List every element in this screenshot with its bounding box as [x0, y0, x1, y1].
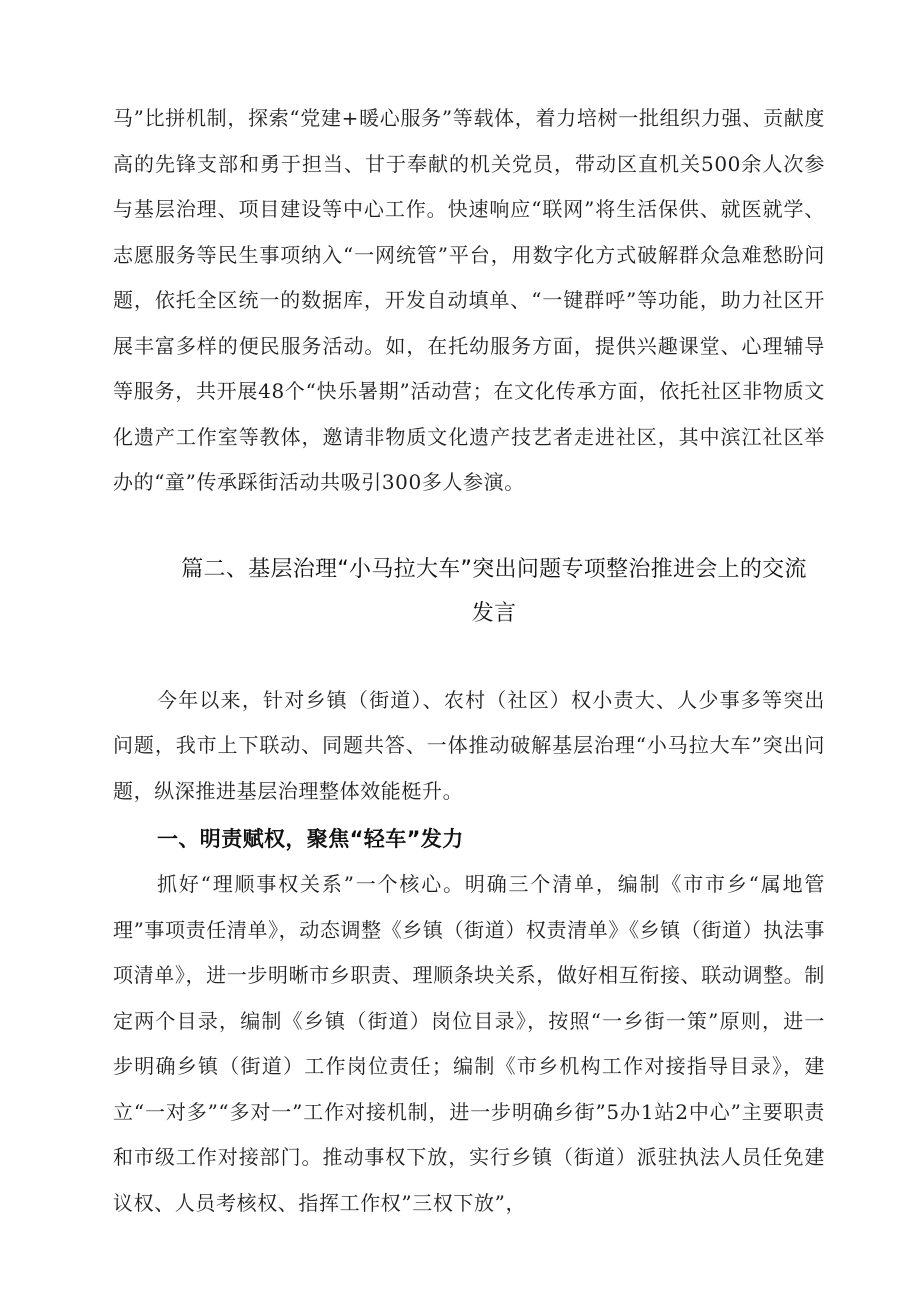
paragraph-continued: 马”比拼机制，探索“党建+暖心服务”等载体，着力培树一批组织力强、贡献度高的先锋支部和勇于担当、甘于奉献的机关党员，带动区直机关500余人次参与基层治理、项目建设等中心工作。快速响应“联网”将生活保供、就医就学、志愿服务等民生事项纳入“一网统管”平台，用数字化方式破解群众急难愁盼问题，依托全区统一的数据库，开发自动填单、“一键群呼”等功能，助力社区开展丰富多样的便民服务活动。如，在托幼服务方面，提供兴趣课堂、心理辅导等服务，共开展48个“快乐暑期”活动营；在文化传承方面，依托社区非物质文化遗产工作室等教体，邀请非物质文化遗产技艺者走进社区，其中滨江社区举办的“童”传承踩街活动共吸引300多人参演。 — [113, 106, 825, 494]
spacer — [113, 636, 825, 678]
section-title — [113, 548, 825, 636]
document-content — [113, 96, 825, 1226]
section-title-line-2: 发言 — [471, 600, 517, 626]
spacer — [113, 506, 825, 548]
paragraph-intro: 今年以来，针对乡镇（街道）、农村（社区）权小责大、人少事多等突出问题，我市上下联动、同题共答、一体推动破解基层治理“小马拉大车”突出问题，纵深推进基层治理整体效能梃升。 — [113, 687, 825, 803]
paragraph-body-1: 抓好“理顺事权关系”一个核心。明确三个清单，编制《市市乡“属地管理”事项责任清单》，动态调整《乡镇（街道）权责清单》《乡镇（街道）执法事项清单》，进一步明晰市乡职责、理顺条块关系，做好相互衔接、联动调整。制定两个目录，编制《乡镇（街道）岗位目录》，按照“一乡街一策”原则，进一步明确乡镇（街道）工作岗位责任；编制《市乡机构工作对接指导目录》，建立“一对多”“多对一”工作对接机制，进一步明确乡街”5办1站2中心”主要职责和市级工作对接部门。推动事权下放，实行乡镇（街道）派驻执法人员任免建议权、人员考核权、指挥工作权”三权下放”， — [113, 872, 825, 1215]
section-title-line-1: 篇二、基层治理“小马拉大车”突出问题专项整治推进会上的交流 — [181, 556, 807, 582]
subheading-1: 一、明责赋权，聚焦“轻车”发力 — [157, 827, 464, 851]
